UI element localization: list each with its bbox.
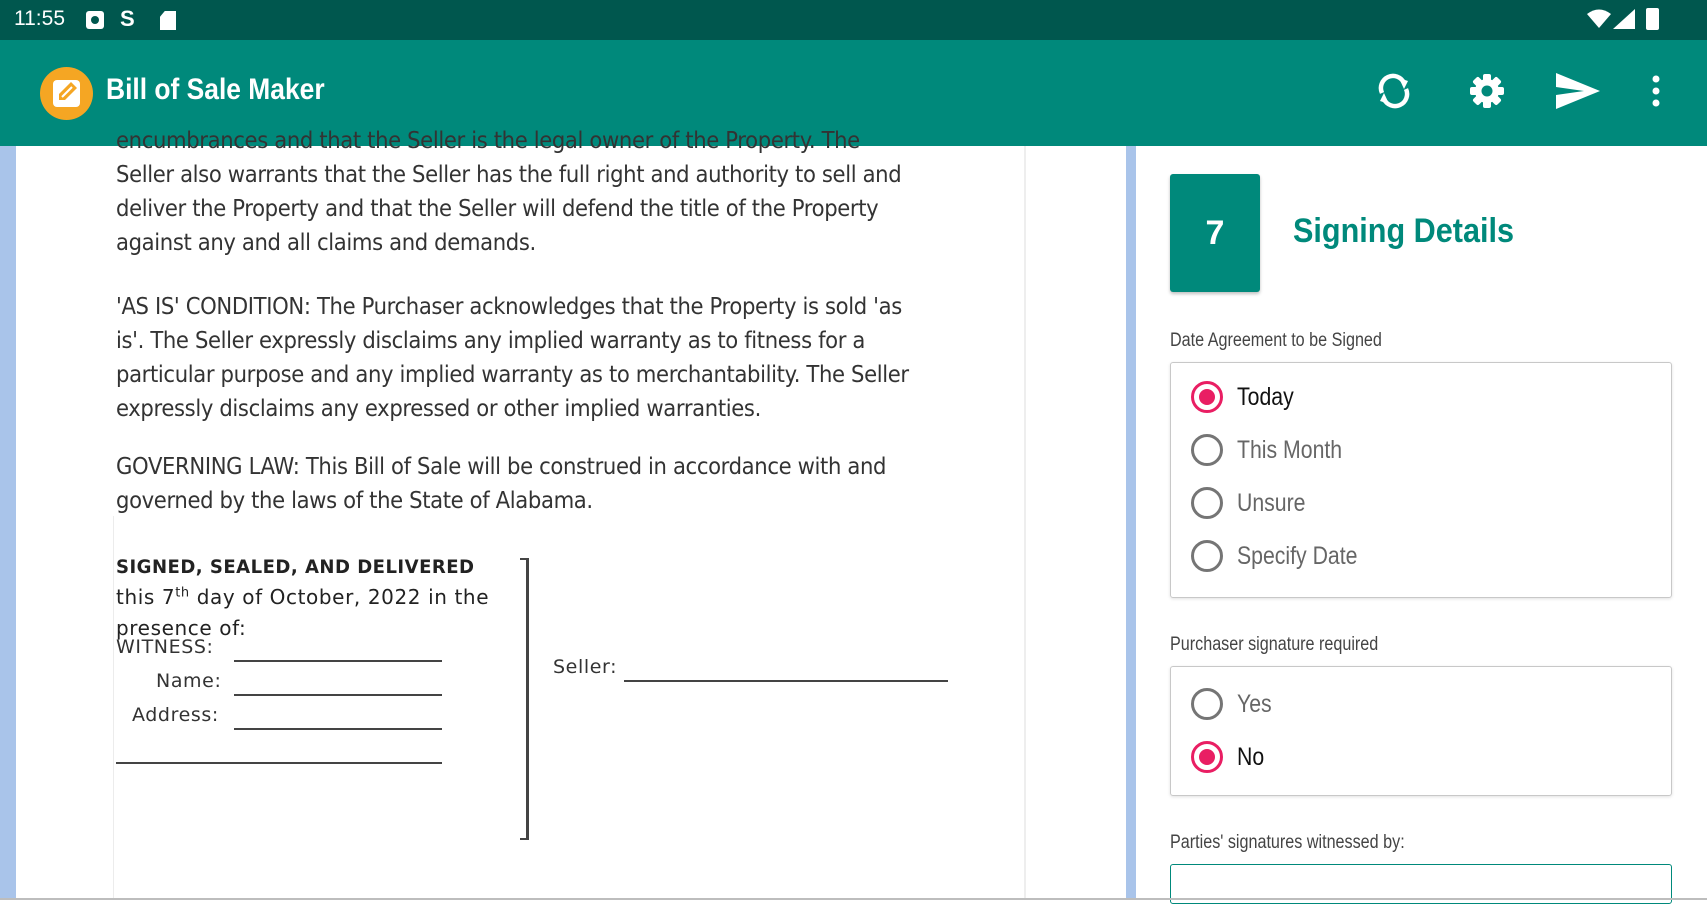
radio-checked-icon xyxy=(1191,381,1223,413)
name-label: Name: xyxy=(156,670,222,692)
app-logo-icon xyxy=(40,67,93,120)
radio-option-unsure[interactable] xyxy=(1191,483,1318,523)
date-superscript: th xyxy=(175,585,190,601)
battery-icon xyxy=(1646,8,1659,30)
signing-block xyxy=(116,556,536,644)
witness-signature-line xyxy=(234,660,442,662)
sd-card-icon xyxy=(160,11,176,30)
date-prefix: this 7 xyxy=(116,585,176,609)
page-edge xyxy=(1024,146,1026,898)
date-radio-group xyxy=(1170,362,1672,598)
name-signature-line xyxy=(234,694,442,696)
step-title: Signing Details xyxy=(1293,212,1515,250)
date-group-label: Date Agreement to be Signed xyxy=(1170,330,1382,351)
paragraph-line: against any and all claims and demands. xyxy=(116,230,536,256)
radio-unchecked-icon xyxy=(1191,434,1223,466)
radio-option-specify-date[interactable] xyxy=(1191,536,1379,576)
refresh-icon xyxy=(1373,70,1415,116)
more-options-button[interactable] xyxy=(1630,67,1682,119)
gear-icon xyxy=(1467,71,1507,115)
page-margin-line xyxy=(113,516,114,898)
radio-option-this-month[interactable] xyxy=(1191,430,1361,470)
send-icon xyxy=(1554,71,1602,115)
paragraph-line: Seller also warrants that the Seller has the full right and authority to sell and xyxy=(116,162,902,188)
notification-icon xyxy=(86,11,104,29)
radio-label: This Month xyxy=(1237,435,1343,464)
radio-label: Today xyxy=(1237,382,1294,411)
form-panel xyxy=(1136,146,1707,898)
radio-option-today[interactable] xyxy=(1191,377,1304,417)
more-vert-icon xyxy=(1650,74,1662,112)
document-preview[interactable] xyxy=(16,128,1124,898)
radio-option-no[interactable] xyxy=(1191,737,1269,777)
radio-label: Specify Date xyxy=(1237,541,1358,570)
date-suffix: day of October, 2022 in the xyxy=(189,585,490,609)
witness-group-label: Parties' signatures witnessed by: xyxy=(1170,832,1405,853)
refresh-button[interactable] xyxy=(1368,67,1420,119)
status-time: 11:55 xyxy=(14,7,65,30)
warranty-paragraph xyxy=(116,124,953,260)
radio-label: No xyxy=(1237,742,1265,771)
step-number-badge: 7 xyxy=(1170,174,1260,292)
paragraph-line: 'AS IS' CONDITION: The Purchaser acknowledges that the Property is sold 'as xyxy=(116,294,902,320)
paragraph-line: particular purpose and any implied warranty as to merchantability. The Seller xyxy=(116,362,909,388)
wifi-icon xyxy=(1587,9,1611,33)
radio-label: Unsure xyxy=(1237,488,1306,517)
address-label: Address: xyxy=(132,704,219,726)
paragraph-line: expressly disclaims any expressed or other implied warranties. xyxy=(116,396,761,422)
send-button[interactable] xyxy=(1552,67,1604,119)
sync-s-icon: S xyxy=(120,6,135,31)
settings-button[interactable] xyxy=(1461,67,1513,119)
signal-icon xyxy=(1613,9,1635,33)
address-signature-line xyxy=(234,728,442,730)
paragraph-line: is'. The Seller expressly disclaims any implied warranty as to fitness for a xyxy=(116,328,866,354)
paragraph-line: GOVERNING LAW: This Bill of Sale will be construed in accordance with and xyxy=(116,454,887,480)
bottom-edge xyxy=(0,898,1707,900)
signature-divider xyxy=(526,558,529,840)
paragraph-line: deliver the Property and that the Seller will defend the title of the Property xyxy=(116,196,879,222)
radio-unchecked-icon xyxy=(1191,688,1223,720)
radio-unchecked-icon xyxy=(1191,487,1223,519)
purchaser-radio-group xyxy=(1170,666,1672,796)
paragraph-line: governed by the laws of the State of Alabama. xyxy=(116,488,593,514)
radio-unchecked-icon xyxy=(1191,540,1223,572)
seller-signature-line xyxy=(624,680,948,682)
signing-date-text xyxy=(116,582,516,644)
left-rail xyxy=(0,146,16,900)
status-bar xyxy=(0,0,1707,40)
signing-heading: SIGNED, SEALED, AND DELIVERED xyxy=(116,556,475,578)
as-is-paragraph xyxy=(116,290,953,426)
paragraph-line: encumbrances and that the Seller is the legal owner of the Property. The xyxy=(116,128,860,154)
app-title: Bill of Sale Maker xyxy=(106,73,325,106)
purchaser-group-label: Purchaser signature required xyxy=(1170,634,1379,655)
radio-label: Yes xyxy=(1237,689,1272,718)
radio-checked-icon xyxy=(1191,741,1223,773)
panel-divider[interactable] xyxy=(1126,146,1136,900)
address-extra-line xyxy=(116,762,442,764)
radio-option-yes[interactable] xyxy=(1191,684,1278,724)
governing-law-paragraph xyxy=(116,450,953,518)
seller-label: Seller: xyxy=(553,656,618,678)
witness-label: WITNESS: xyxy=(116,636,214,658)
date-line-2: presence of: xyxy=(116,616,247,640)
